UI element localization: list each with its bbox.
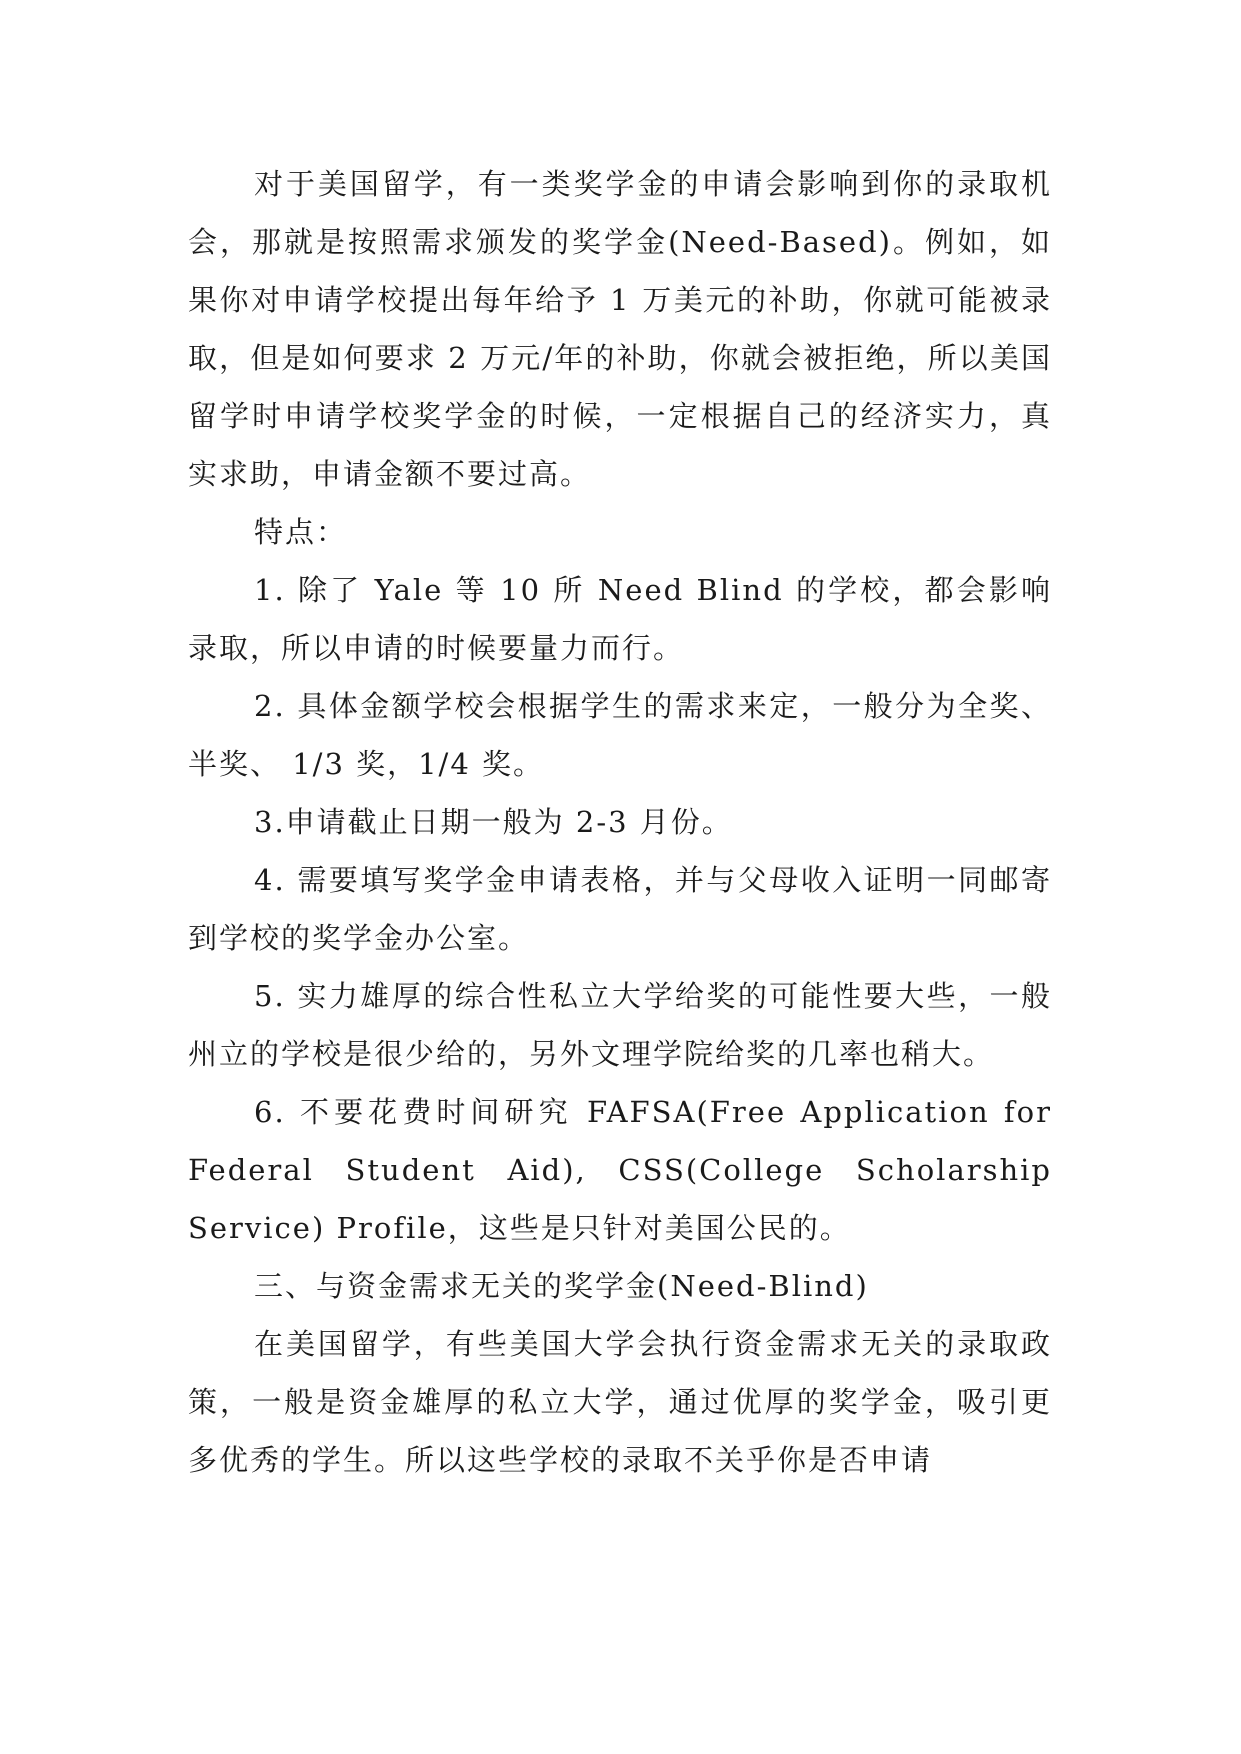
paragraph-feature-1: 1. 除了 Yale 等 10 所 Need Blind 的学校，都会影响录取，所以申请的时候要量力而行。 xyxy=(188,573,1052,665)
paragraph-feature-6: 6. 不要花费时间研究 FAFSA(Free Application for Federal Student Aid), CSS(College Scholarship Service) Profile，这些是只针对美国公民的。 xyxy=(188,1095,1052,1245)
paragraph-feature-2: 2. 具体金额学校会根据学生的需求来定，一般分为全奖、半奖、 1/3 奖，1/4 奖。 xyxy=(188,689,1052,781)
paragraph-need-blind-intro: 在美国留学，有些美国大学会执行资金需求无关的录取政策，一般是资金雄厚的私立大学，通过优厚的奖学金，吸引更多优秀的学生。所以这些学校的录取不关乎你是否申请 xyxy=(188,1327,1052,1477)
document-body xyxy=(188,155,1052,1489)
paragraph-need-based-intro: 对于美国留学，有一类奖学金的申请会影响到你的录取机会，那就是按照需求颁发的奖学金(Need-Based)。例如，如果你对申请学校提出每年给予 1 万美元的补助，你就可能被录取，但是如何要求 2 万元/年的补助，你就会被拒绝，所以美国留学时申请学校奖学金的时候，一定根据自己的经济实力，真实求助，申请金额不要过高。 xyxy=(188,167,1052,491)
paragraph-feature-5: 5. 实力雄厚的综合性私立大学给奖的可能性要大些，一般州立的学校是很少给的，另外文理学院给奖的几率也稍大。 xyxy=(188,979,1052,1071)
section-heading-need-blind: 三、与资金需求无关的奖学金(Need-Blind) xyxy=(254,1269,869,1303)
paragraph-feature-4: 4. 需要填写奖学金申请表格，并与父母收入证明一同邮寄到学校的奖学金办公室。 xyxy=(188,863,1052,955)
paragraph-feature-3: 3.申请截止日期一般为 2-3 月份。 xyxy=(254,805,733,839)
paragraph-features-heading: 特点： xyxy=(254,515,348,549)
